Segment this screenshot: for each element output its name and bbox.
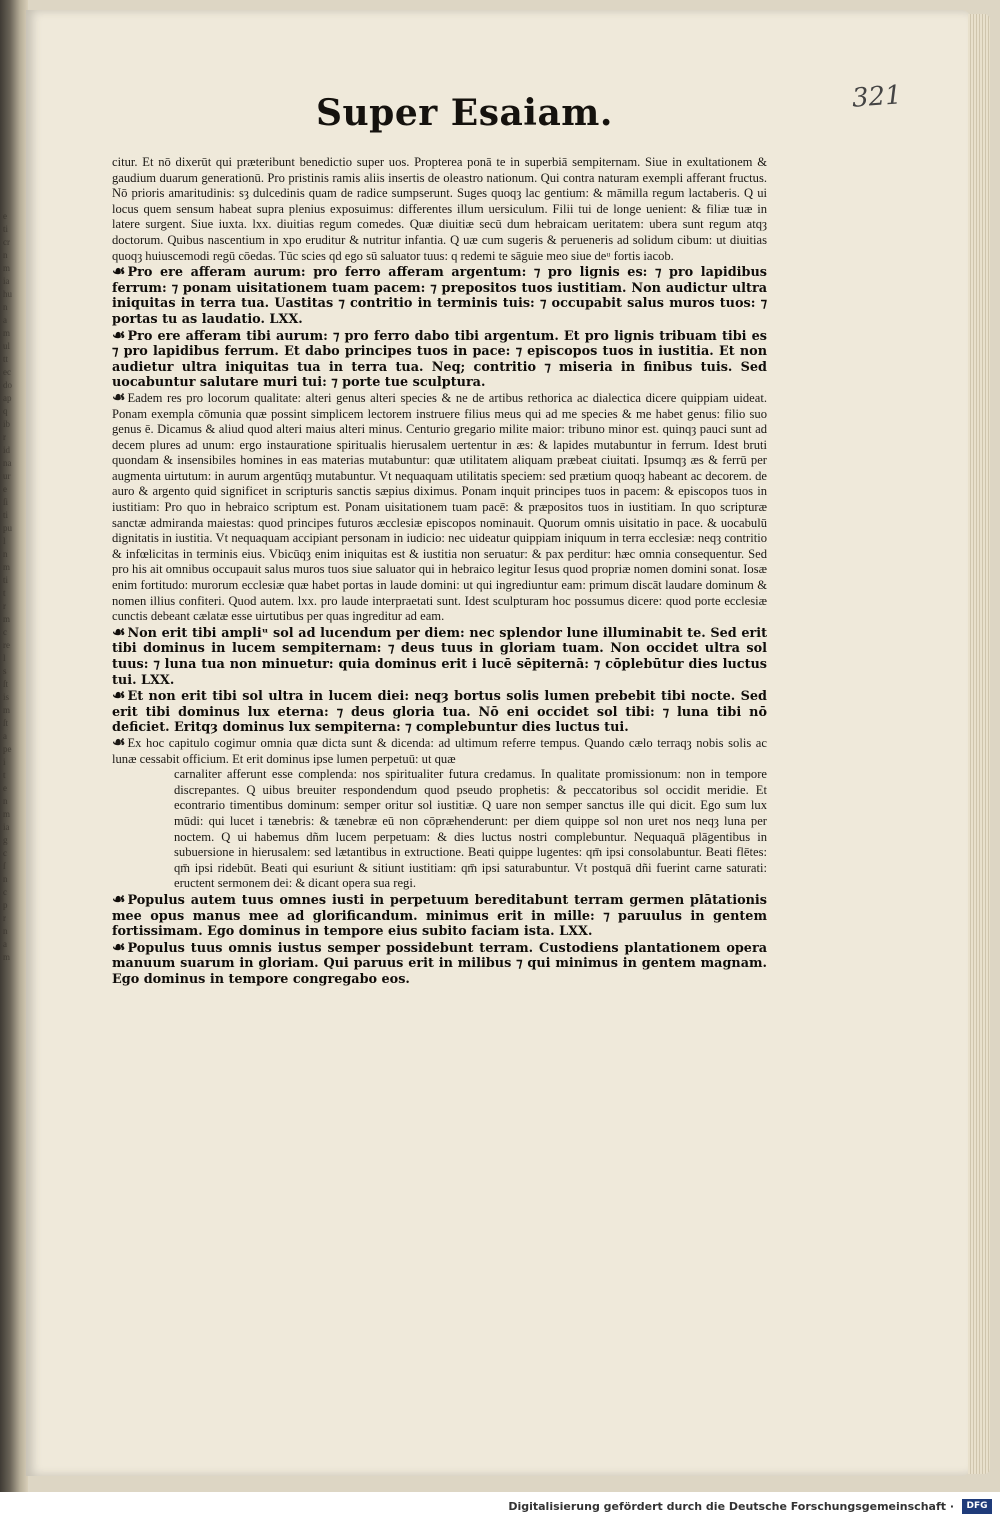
left-page-fragment: n: [3, 250, 8, 260]
left-page-fragment: m: [3, 328, 11, 338]
left-page-fragment: c: [3, 627, 7, 637]
paragraph-mark-icon: ☙: [112, 325, 126, 344]
left-page-fragment: ap: [3, 393, 12, 403]
paragraph-mark-icon: ☙: [112, 889, 126, 908]
paragraph-text: carnaliter afferunt esse complenda: nos spiritualiter futura credamus. In qualitate promissionum: non in tempore discrepantes. Q uibus breuiter respondendum quod pseudo prophetis: & peccatoribus sol occidit meridie. Et econtrario timentibus dominum: semper oritur sol iustitiæ. Q uare non semper sanctus ille qui dicit. Ego sum lux mūdi: qui lucet i tænebris: & tænebræ eū non cōpræhenderunt: per diem quippe sol non uret nos neqȝ luna per noctem. Q ui habemus dñm lucem perpetuam: & dies luctus nostri complebuntur. Nequaquā plāgentibus in subuersione in hierusalem: sed lætantibus in extructione. Beati quippe lugentes: qm̄ ipsi consolabuntur. Beati flētes: qm̄ ipsi ridebūt. Beati qui esuriunt & sitiunt iustitiam: qm̄ ipsi saturabuntur. Vt postquā dñi fuerint carne saturati: eructent sermonem dei: & dicant opera sua regi.: [174, 767, 767, 891]
left-page-fragment: n: [3, 549, 8, 559]
left-page-fragment: re: [3, 640, 10, 650]
digitization-footer: [0, 1492, 1000, 1522]
left-page-fragment: m: [3, 705, 11, 715]
lemma-paragraph: [112, 264, 767, 327]
paragraph-mark-icon: ☙: [112, 937, 126, 956]
left-page-fragment: i: [3, 757, 6, 767]
paragraph-mark-icon: ☙: [112, 389, 126, 406]
paragraph-text: Pro ere afferam tibi aurum: ⁊ pro ferro dabo tibi argentum. Et pro lignis tribuam tibi es ⁊ pro lapidibus ferrum. Et dabo principes tuos in pace: ⁊ episcopos tuos in iustitia. Et non audietur ultra iniquitas tua in terra tua. Neq; contritio ⁊ miseria in finibus tuis. Sed uocabuntur salutare muri tui: ⁊ porte tue sculptura.: [112, 328, 767, 391]
left-page-fragment: e: [3, 783, 7, 793]
left-page-fragment: cr: [3, 237, 10, 247]
left-page-fragment: m: [3, 562, 11, 572]
left-page-fragment: n: [3, 874, 8, 884]
left-page-fragment: c: [3, 887, 7, 897]
left-page-fragment: r: [3, 601, 6, 611]
paragraph-text: Non erit tibi ampliᵘ sol ad lucendum per diem: nec splendor lune illuminabit te. Sed erit tibi dominus in lucem sempiternam: ⁊ deus tuus in gloriam tuam. Non occidet ultra sol tuus: ⁊ luna tua non minuetur: quia dominus erit i lucē sēpiternā: ⁊ cōplebūtur dies luctus tui. LXX.: [112, 625, 767, 688]
running-head: Super Esaiam.: [316, 92, 613, 134]
left-page-fragment: ſt: [3, 679, 9, 689]
left-page-fragment: hu: [3, 289, 12, 299]
left-page-fragment: l: [3, 536, 6, 546]
left-page-fragment: ti: [3, 224, 9, 234]
left-page-fragment: ec: [3, 367, 11, 377]
left-page-fragment: m: [3, 614, 11, 624]
commentary-paragraph: [112, 736, 767, 767]
left-page-fragment: na: [3, 458, 12, 468]
left-page-fragment: ſt: [3, 718, 9, 728]
paragraph-mark-icon: ☙: [112, 262, 126, 281]
paragraph-mark-icon: ☙: [112, 622, 126, 641]
left-page-fragment: p: [3, 900, 8, 910]
left-page-fragment: a: [3, 731, 7, 741]
paragraph-text: Populus autem tuus omnes iusti in perpetuum bereditabunt terram germen plātationis mee opus manus mee ad glorificandum. minimus erit in mille: ⁊ paruulus in gentem fortissimam. Ego dominus in tempore eius subito faciam ista. LXX.: [112, 892, 767, 940]
left-page-fragment: m: [3, 952, 11, 962]
paragraph-text: Ex hoc capitulo cogimur omnia quæ dicta sunt & dicenda: ad ultimum referre tempus. Quando cælo terraqȝ nobis solis ac lunæ cessabit officium. Et erit dominus ipse lumen perpetuū: ut quæ: [112, 735, 767, 766]
left-page-fragment: s: [3, 666, 7, 676]
paragraph-text: Pro ere afferam aurum: pro ferro afferam argentum: ⁊ pro lignis es: ⁊ pro lapidibus ferrum: ⁊ ponam uisitationem tuam pacem: ⁊ prepositos tuos iustitiam. Non audictur ultra iniquitas in terra tua. Uastitas ⁊ contritio in terminis tuis: ⁊ occupabit salus muros tuos: ⁊ portas tu as laudatio. LXX.: [112, 265, 767, 327]
lemma-paragraph: [112, 325, 767, 391]
left-page-fragment: ti: [3, 510, 9, 520]
left-page-fragment: a: [3, 315, 7, 325]
left-page-fragment: ia: [3, 276, 10, 286]
lemma-paragraph: [112, 937, 767, 988]
left-page-fragment: ſ: [3, 861, 6, 871]
left-page-fragment: e: [3, 484, 7, 494]
left-page-fragment: q: [3, 406, 8, 416]
paragraph-mark-icon: ☙: [112, 734, 126, 751]
footer-credit: Digitalisierung gefördert durch die Deutsche Forschungsgemeinschaft ·: [508, 1500, 954, 1513]
left-page-fragment: n: [3, 302, 8, 312]
left-page-fragment: is: [3, 692, 10, 702]
left-page-fragment: pe: [3, 744, 12, 754]
left-page-fragment: m: [3, 809, 11, 819]
left-page-fragment: ti: [3, 575, 9, 585]
commentary-paragraph: [112, 391, 767, 625]
left-page-fragment: do: [3, 380, 12, 390]
page-edges: [968, 14, 990, 1474]
left-page-fragment: tt: [3, 354, 9, 364]
left-page-fragment: ia: [3, 822, 10, 832]
left-page-fragment: c: [3, 848, 7, 858]
left-page-fragment: r: [3, 432, 6, 442]
text-column: [112, 155, 767, 987]
left-page-fragment: l: [3, 653, 6, 663]
lemma-paragraph: [112, 889, 767, 940]
left-page-fragment: ul: [3, 341, 11, 351]
dfg-logo: DFG: [962, 1499, 992, 1514]
lemma-paragraph: [112, 688, 767, 736]
left-page-fragment: r: [3, 913, 6, 923]
left-page-fragment: a: [3, 939, 7, 949]
left-page-fragment: ſi: [3, 497, 9, 507]
left-page-fragment: m: [3, 263, 11, 273]
left-page-fragment: t: [3, 588, 6, 598]
left-page-fragment: n: [3, 926, 8, 936]
left-page-fragment: ur: [3, 471, 11, 481]
lemma-paragraph: [112, 622, 767, 688]
left-page-fragment: e: [3, 211, 7, 221]
left-page-fragment: g: [3, 835, 8, 845]
left-page-fragment: ib: [3, 419, 11, 429]
left-page-edge-text: [3, 210, 21, 970]
paragraph-text: Eadem res pro locorum qualitate: alteri genus alteri species & ne de artibus rethorica ac dialectica dicere quippiam uideat. Ponam exempla cōmunia quæ possint simplicem lectorem instruere filius meus qui ad me species & me habet genus: filio suo genus ē. Dicamus & aliud quod alteri maius alteri minus. Centurio gregario milite maior: tribuno minor est. quinqȝ pauci sunt ad decem plures ad unum: ergo instauratione spiritualis hierusalem uertentur in æs: & lapides mutabuntur in ferrum. Idest bruti quondam & insensibiles homines in eas materias mutabuntur: quæ utilitatem aliquam præbeat ciuitati. Ipsumqȝ æs & ferrū per augmenta uirtutum: in aurum argentūqȝ mutabuntur. Vt nequaquam utilitatis speciem: sed prætium quoqȝ habeant ac decorem. de auro & argento quid significet in scripturis sanctis sæpius diximus. Ponam inquit principes tuos in pacem: & episcopos tuos in iustitiam: Pro quo in hebraico scriptum est. Ponam uisitationem tuam pacē: & præpositos tuos in iustitiam. In quo scripturæ sanctæ admiranda maiestas: quod principes futuros æcclesiæ episcopos nominauit. Quorum omnis uisitatio in pace. & uocabulū dignitatis in iustitia. Vt nequaquam accipiant personam in iudicio: nec uideatur quippiam iniquum in terra ecclesiæ: neqȝ contritio & infœlicitas in terminis eius. Vbicūqȝ enim iniquitas est & iustitia non seruatur: & pax perditur: hæc omnia consequentur. Sed pro his ait omnibus occupauit salus muros tuos siue saluator qui in hebraico legitur Iesus quod propriæ nomen domini sonat. Iosæ enim fortitudo: murorum ecclesiæ quæ habet portas in laude domini: ut qui ingrediuntur eam: primum discāt laudare dominum & nomen illius confiteri. Quod autem. lxx. pro laude interpraetati sunt. Idest sculpturam hoc possumus dicere: quod porte ecclesiæ cunctis debeant cælatæ esse uirtutibus per quas ingreditur ad eam.: [112, 390, 767, 624]
folio-number: 321: [851, 80, 903, 114]
left-page-fragment: n: [3, 796, 8, 806]
continuation-paragraph: [112, 767, 767, 892]
paragraph-mark-icon: ☙: [112, 686, 126, 705]
left-page-fragment: pu: [3, 523, 12, 533]
paragraph-text: citur. Et nō dixerūt qui præteribunt benedictio super uos. Propterea ponā te in superbiā sempiternam. Siue in exultationem & gaudium duarum generationū. Pro pristinis ramis aliis insertis de oleastro nationum. Qui contra naturam exempli afferant fructus. Nō prioris amaritudinis: sȝ dulcedinis quam de radice sumpserunt. Suges quoqȝ lac gentium: & māmilla regum lactaberis. Q ui locus quem sensum habeat supra plenius exposuimus: differentes illum uersiculum. Filii tui de longe uenient: & filiæ tuæ in latere surgent. Siue iuxta. lxx. diuitias regum comedes. Quæ diuitiæ secū dum hebraicam ueritatem: ubera sunt regum atqȝ doctorum. Quibus nascentium in xpo eruditur & nutritur infantia. Q uæ cum sugeris & perueneris ad solidum cibum: ut diuitias quoqȝ huiuscemodi regū cōedas. Tūc scies qd ego sū saluator tuus: q redemi te sāguie meo siue deᵘ fortis iacob.: [112, 155, 767, 263]
left-page-fragment: t: [3, 770, 6, 780]
commentary-paragraph: [112, 155, 767, 264]
paragraph-text: Et non erit tibi sol ultra in lucem diei: neqȝ bortus solis lumen prebebit tibi nocte. Sed erit tibi dominus lux eterna: ⁊ deus gloria tua. Nō eni occidet sol tibi: ⁊ luna tibi nō deficiet. Eritqȝ dominus lux sempiterna: ⁊ complebuntur dies luctus tui.: [112, 689, 767, 736]
paragraph-text: Populus tuus omnis iustus semper possidebunt terram. Custodiens plantationem opera manuum suarum in gloriam. Qui paruus erit in milibus ⁊ qui minimus in gentem magnam. Ego dominus in tempore congregabo eos.: [112, 940, 767, 987]
left-page-fragment: id: [3, 445, 11, 455]
